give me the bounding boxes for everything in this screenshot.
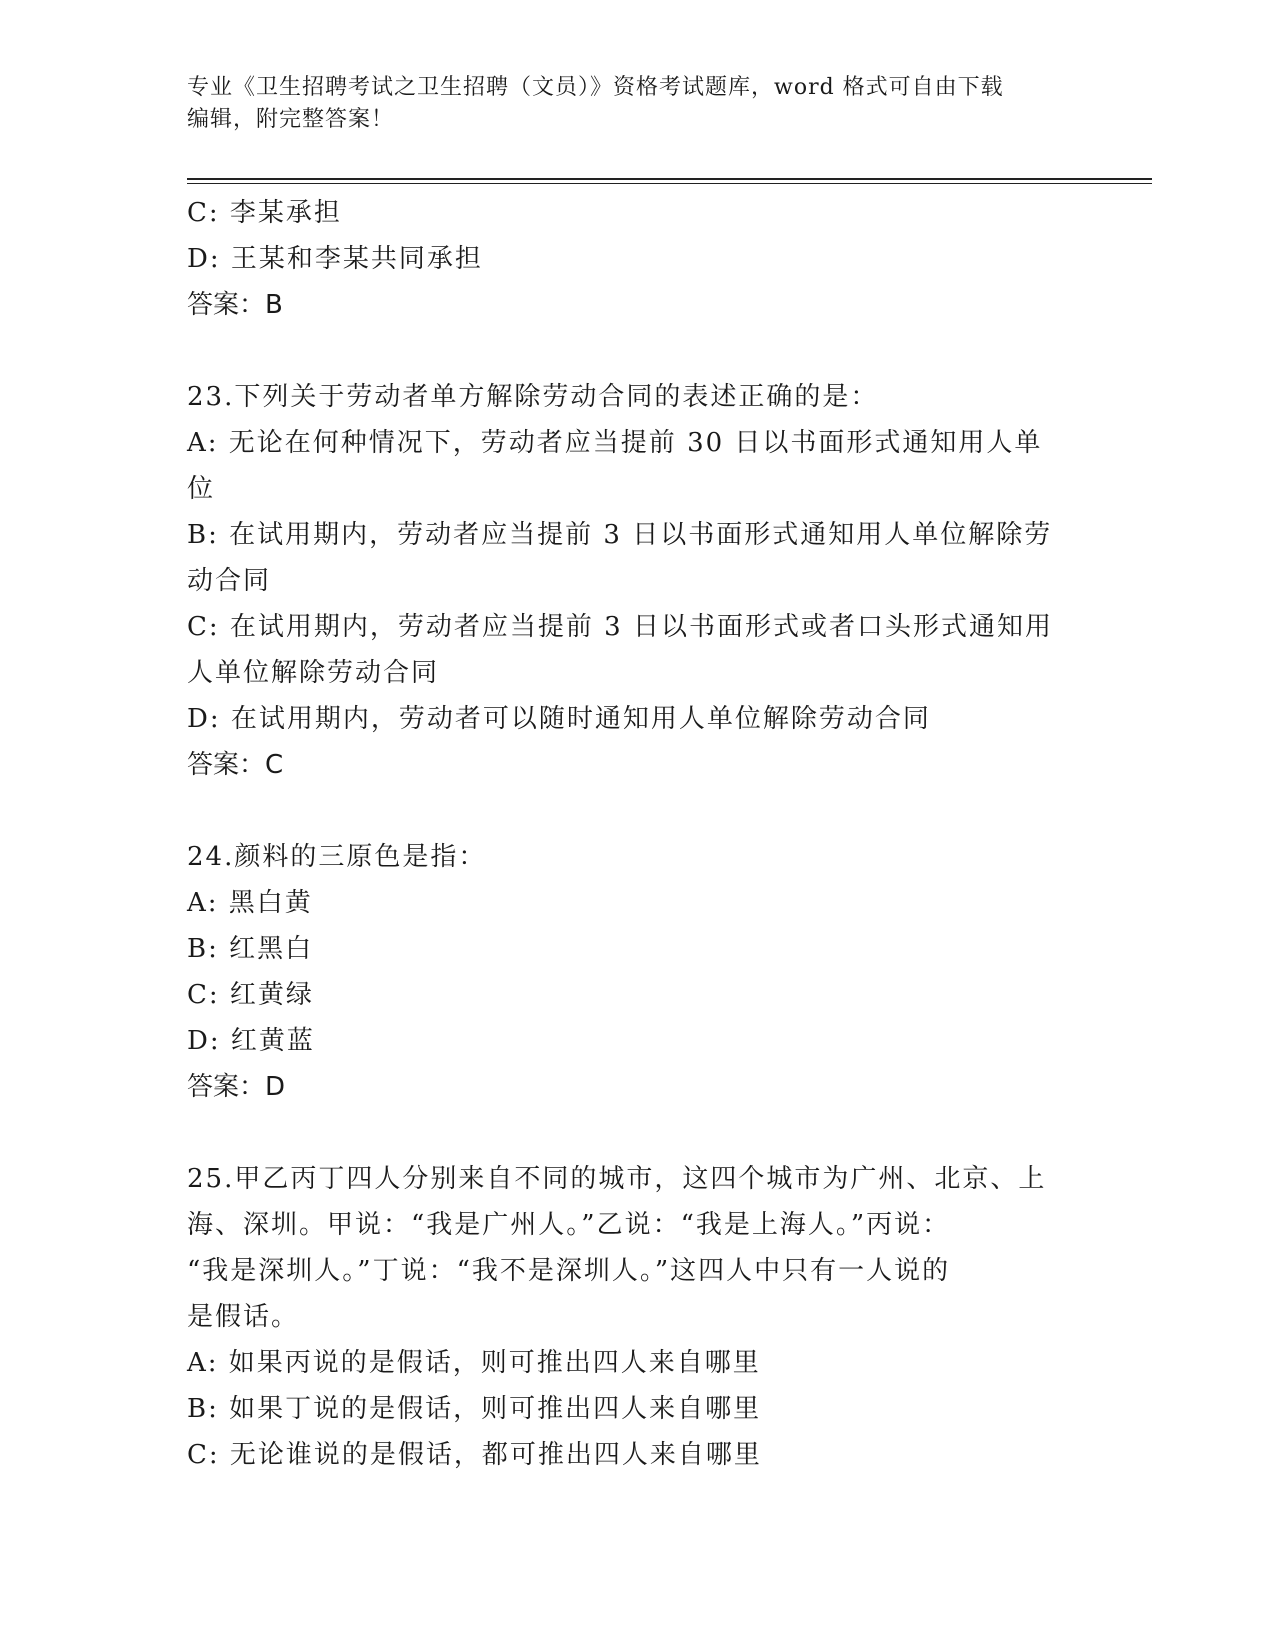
q24-option-d: D: 红黄蓝 (187, 1026, 315, 1056)
q25-option-b: B: 如果丁说的是假话，则可推出四人来自哪里 (187, 1394, 762, 1424)
q23-question: 23.下列关于劳动者单方解除劳动合同的表述正确的是： (187, 382, 879, 412)
prev-answer: 答案：B (187, 290, 283, 320)
q25-option-c: C: 无论谁说的是假话，都可推出四人来自哪里 (187, 1440, 762, 1470)
q23-option-a-line2: 位 (187, 474, 216, 504)
header-rule-thick (187, 178, 1152, 180)
q23-answer: 答案：C (187, 750, 284, 780)
q23-option-a-line1: A: 无论在何种情况下，劳动者应当提前 30 日以书面形式通知用人单 (187, 428, 1043, 458)
q24-option-c: C: 红黄绿 (187, 980, 314, 1010)
q25-question-line2: 海、深圳。甲说：“我是广州人。”乙说：“我是上海人。”丙说： (187, 1210, 951, 1240)
question-content (187, 190, 1087, 1478)
q23-option-c-line2: 人单位解除劳动合同 (187, 658, 440, 688)
q24-option-b: B: 红黑白 (187, 934, 314, 964)
prev-option-c: C: 李某承担 (187, 198, 342, 228)
spacer (187, 328, 1087, 374)
q23-option-d: D: 在试用期内，劳动者可以随时通知用人单位解除劳动合同 (187, 704, 931, 734)
q23-option-c-line1: C: 在试用期内，劳动者应当提前 3 日以书面形式或者口头形式通知用 (187, 612, 1053, 642)
q24-answer: 答案：D (187, 1072, 286, 1102)
header-line-1: 专业《卫生招聘考试之卫生招聘（文员）》资格考试题库，word 格式可自由下载 (187, 75, 1004, 100)
q25-question-line3: “我是深圳人。”丁说：“我不是深圳人。”这四人中只有一人说的 (187, 1256, 951, 1286)
header-line-2: 编辑，附完整答案！ (187, 107, 395, 132)
q23-option-b-line2: 动合同 (187, 566, 272, 596)
header-rule-thin (187, 183, 1152, 184)
q25-option-a: A: 如果丙说的是假话，则可推出四人来自哪里 (187, 1348, 761, 1378)
spacer (187, 1110, 1087, 1156)
q24-option-a: A: 黑白黄 (187, 888, 313, 918)
page-header (187, 72, 1067, 136)
q23-option-b-line1: B: 在试用期内，劳动者应当提前 3 日以书面形式通知用人单位解除劳 (187, 520, 1053, 550)
prev-option-d: D: 王某和李某共同承担 (187, 244, 483, 274)
spacer (187, 788, 1087, 834)
q24-question: 24.颜料的三原色是指： (187, 842, 487, 872)
q25-question-line1: 25.甲乙丙丁四人分别来自不同的城市，这四个城市为广州、北京、上 (187, 1164, 1047, 1194)
q25-question-line4: 是假话。 (187, 1302, 300, 1332)
